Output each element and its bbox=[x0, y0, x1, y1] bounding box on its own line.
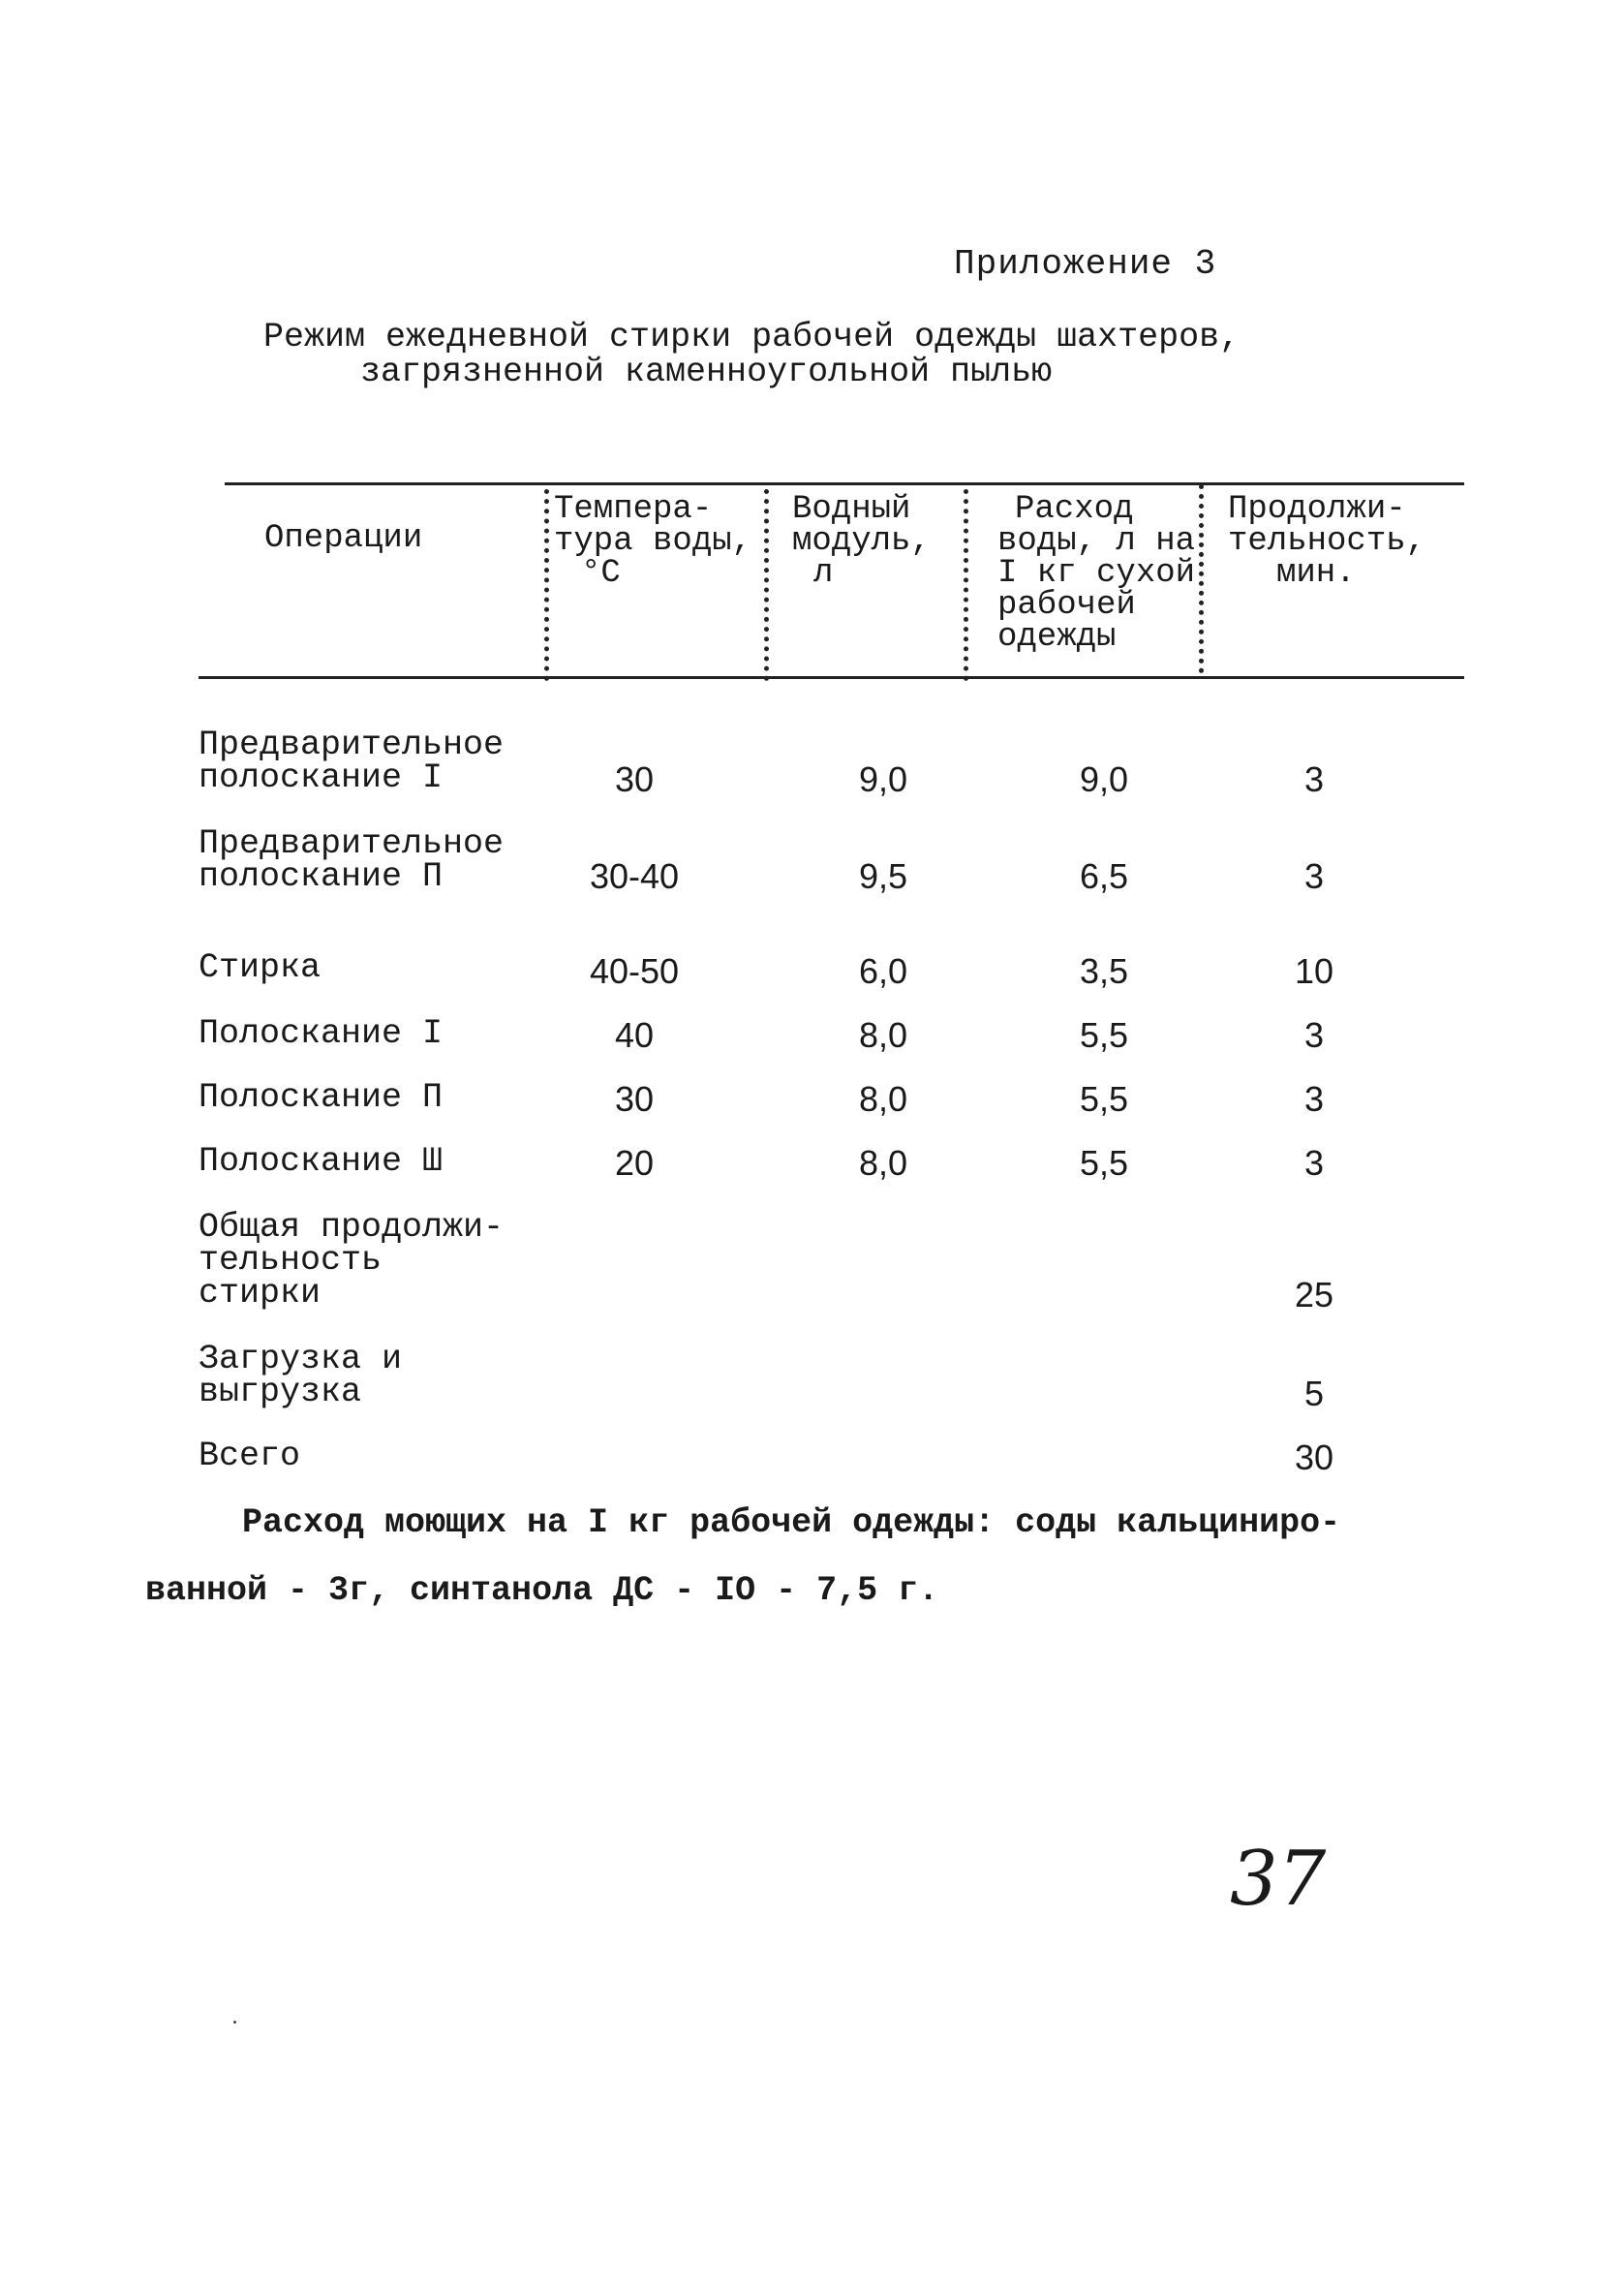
table-row-label: Предварительное полоскание I bbox=[199, 726, 505, 797]
table-row-label: Полоскание Ш bbox=[199, 1142, 444, 1181]
cell-water-module: 9,0 bbox=[858, 759, 908, 799]
appendix-label: Приложение 3 bbox=[954, 244, 1217, 284]
cell-temperature: 30-40 bbox=[589, 856, 680, 896]
cell-water-consumption: 5,5 bbox=[1079, 1143, 1129, 1183]
column-divider bbox=[544, 489, 549, 681]
table-row-label: Полоскание I bbox=[199, 1014, 444, 1053]
cell-water-module: 6,0 bbox=[858, 951, 908, 991]
cell-water-consumption: 9,0 bbox=[1079, 759, 1129, 799]
column-divider bbox=[964, 489, 968, 681]
table-row-label: Полоскание П bbox=[199, 1078, 444, 1117]
table-row-label: Загрузка и выгрузка bbox=[199, 1340, 403, 1411]
table-row-label: Стирка bbox=[199, 948, 322, 987]
cell-temperature: 30 bbox=[614, 1079, 655, 1119]
cell-temperature: 40 bbox=[614, 1015, 655, 1055]
cell-duration: 3 bbox=[1303, 856, 1325, 896]
cell-water-consumption: 5,5 bbox=[1079, 1079, 1129, 1119]
title-line-1: Режим ежедневной стирки рабочей одежды шахтеров, bbox=[263, 318, 1241, 356]
cell-water-consumption: 3,5 bbox=[1079, 951, 1129, 991]
table-top-rule bbox=[225, 482, 1464, 485]
cell-water-consumption: 5,5 bbox=[1079, 1015, 1129, 1055]
detergent-note-line-1: Расход моющих на I кг рабочей одежды: соды кальциниро- bbox=[242, 1503, 1341, 1542]
cell-duration: 3 bbox=[1303, 1143, 1325, 1183]
column-divider bbox=[1199, 484, 1204, 673]
cell-duration: 30 bbox=[1294, 1438, 1334, 1477]
cell-water-module: 8,0 bbox=[858, 1015, 908, 1055]
detergent-note-line-2: ванной - 3г, синтанола ДС - IО - 7,5 г. bbox=[145, 1571, 939, 1610]
scan-speck bbox=[233, 2021, 236, 2024]
header-water-module: Водный модуль, л bbox=[792, 491, 931, 592]
cell-duration: 10 bbox=[1294, 951, 1334, 991]
cell-duration: 3 bbox=[1303, 1079, 1325, 1119]
cell-temperature: 40-50 bbox=[589, 951, 680, 991]
table-row-label: Общая продолжи- тельность стирки bbox=[199, 1208, 505, 1313]
table-row-label: Всего bbox=[199, 1437, 301, 1475]
cell-duration: 25 bbox=[1294, 1275, 1334, 1314]
cell-temperature: 30 bbox=[614, 759, 655, 799]
cell-duration: 3 bbox=[1303, 1015, 1325, 1055]
title-line-2: загрязненной каменноугольной пылью bbox=[360, 353, 1053, 391]
table-header-bottom-rule bbox=[199, 676, 1464, 679]
header-operations: Операции bbox=[264, 520, 423, 557]
cell-water-module: 9,5 bbox=[858, 856, 908, 896]
column-divider bbox=[764, 489, 769, 681]
cell-duration: 5 bbox=[1303, 1374, 1325, 1413]
cell-water-consumption: 6,5 bbox=[1079, 856, 1129, 896]
document-title bbox=[263, 320, 1240, 389]
cell-water-module: 8,0 bbox=[858, 1143, 908, 1183]
cell-temperature: 20 bbox=[614, 1143, 655, 1183]
page-number: 37 bbox=[1230, 1836, 1327, 1923]
table-row-label: Предварительное полоскание П bbox=[199, 824, 505, 896]
header-duration: Продолжи- тельность, мин. bbox=[1228, 491, 1426, 592]
header-water-consumption: Расход воды, л на I кг сухой рабочей одежды bbox=[997, 491, 1196, 656]
header-temperature: Темпера- тура воды, °С bbox=[554, 491, 752, 592]
cell-duration: 3 bbox=[1303, 759, 1325, 799]
cell-water-module: 8,0 bbox=[858, 1079, 908, 1119]
